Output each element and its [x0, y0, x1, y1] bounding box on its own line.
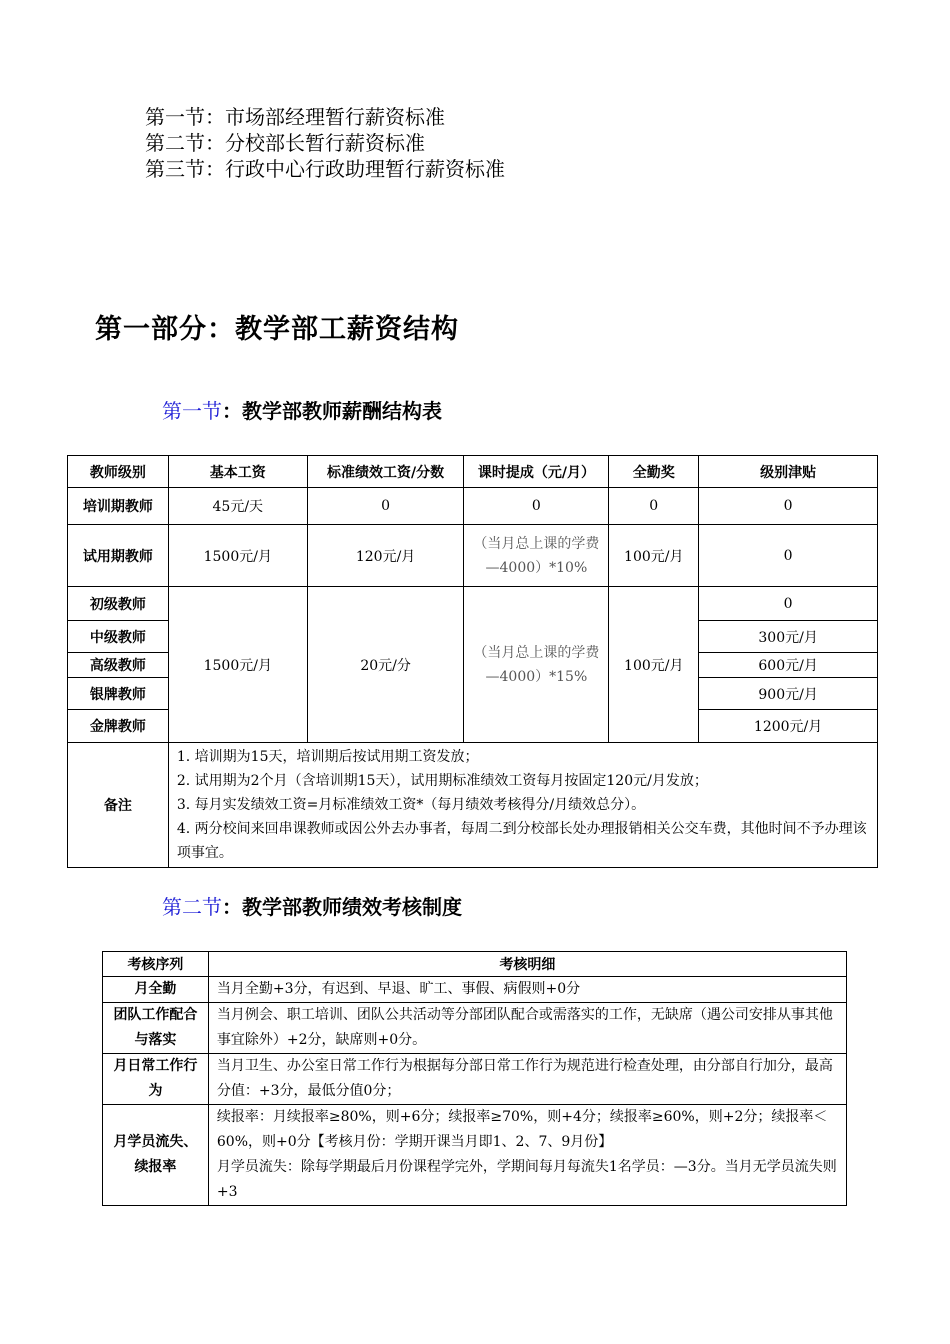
table-row	[103, 977, 847, 1003]
table-of-contents	[145, 104, 505, 182]
toc-item[interactable]: 第三节：行政中心行政助理暂行薪资标准	[145, 157, 505, 181]
table-cell: 0	[699, 587, 878, 621]
level-cell: 初级教师	[68, 587, 169, 621]
table-cell: 45元/天	[168, 488, 307, 525]
criteria-cell: 团队工作配合与落实	[103, 1003, 209, 1054]
table-cell: 120元/月	[307, 525, 464, 587]
section-1-title	[162, 395, 442, 424]
table-row	[68, 743, 878, 868]
note-line: 4. 两分校间来回串课教师或因公外去办事者，每周二到分校部长处办理报销相关公交车费，其他时间不予办理该项事宜。	[176, 821, 867, 861]
detail-line: 月学员流失：除每学期最后月份课程学完外，学期间每月每流失1名学员：—3分。当月无学员流失则+3	[216, 1159, 837, 1200]
table-cell: 300元/月	[699, 621, 878, 653]
toc-item[interactable]: 第二节：分校部长暂行薪资标准	[145, 131, 425, 155]
section-2-title	[162, 891, 462, 920]
table-cell: 1200元/月	[699, 710, 878, 743]
header-cell: 级别津贴	[699, 456, 878, 488]
note-line: 2. 试用期为2个月（含培训期15天），试用期标准绩效工资每月按固定120元/月发放；	[176, 773, 708, 789]
note-line: 1. 培训期为15天，培训期后按试用期工资发放；	[176, 749, 479, 765]
table-cell: 900元/月	[699, 678, 878, 710]
detail-cell: 当月例会、职工培训、团队公共活动等分部团队配合或需落实的工作，无缺席（遇公司安排从事其他事宜除外）+2分，缺席则+0分。	[208, 1003, 846, 1054]
table-cell: 100元/月	[609, 587, 699, 743]
level-cell: 银牌教师	[68, 678, 169, 710]
table-cell: 20元/分	[307, 587, 464, 743]
header-cell: 考核序列	[103, 952, 209, 977]
detail-cell	[208, 1105, 846, 1206]
table-cell: （当月总上课的学费—4000）*10%	[464, 525, 609, 587]
table-row	[103, 1003, 847, 1054]
criteria-cell: 月学员流失、续报率	[103, 1105, 209, 1206]
table-cell: 1500元/月	[168, 525, 307, 587]
header-cell: 全勤奖	[609, 456, 699, 488]
table-cell: 0	[307, 488, 464, 525]
table-row	[68, 587, 878, 621]
level-cell: 金牌教师	[68, 710, 169, 743]
performance-table	[102, 951, 847, 1206]
table-row	[103, 1105, 847, 1206]
header-cell: 课时提成（元/月）	[464, 456, 609, 488]
table-cell: 100元/月	[609, 525, 699, 587]
table-cell: 1500元/月	[168, 587, 307, 743]
table-row	[68, 525, 878, 587]
table-row	[68, 488, 878, 525]
header-cell: 考核明细	[208, 952, 846, 977]
note-line: 3. 每月实发绩效工资=月标准绩效工资*（每月绩效考核得分/月绩效总分）。	[176, 797, 646, 813]
criteria-cell: 月日常工作行为	[103, 1054, 209, 1105]
level-cell: 高级教师	[68, 653, 169, 678]
notes-label: 备注	[68, 743, 169, 868]
table-cell: 0	[464, 488, 609, 525]
criteria-cell: 月全勤	[103, 977, 209, 1003]
notes-cell	[168, 743, 877, 868]
level-cell: 培训期教师	[68, 488, 169, 525]
table-cell: 0	[609, 488, 699, 525]
level-cell: 中级教师	[68, 621, 169, 653]
toc-item[interactable]: 第一节：市场部经理暂行薪资标准	[145, 105, 445, 129]
section-number: 第二节	[162, 895, 222, 919]
salary-structure-table	[67, 455, 878, 868]
level-cell: 试用期教师	[68, 525, 169, 587]
section-number: 第一节	[162, 399, 222, 423]
table-row	[103, 1054, 847, 1105]
header-cell: 标准绩效工资/分数	[307, 456, 464, 488]
table-cell: 0	[699, 488, 878, 525]
detail-cell: 当月卫生、办公室日常工作行为根据每分部日常工作行为规范进行检查处理，由分部自行加分，最高分值：+3分，最低分值0分；	[208, 1054, 846, 1105]
section-heading: ：教学部教师薪酬结构表	[222, 399, 442, 423]
table-cell: （当月总上课的学费—4000）*15%	[464, 587, 609, 743]
part-title: 第一部分：教学部工薪资结构	[95, 314, 459, 345]
header-cell: 基本工资	[168, 456, 307, 488]
detail-cell: 当月全勤+3分，有迟到、早退、旷工、事假、病假则+0分	[208, 977, 846, 1003]
section-heading: ：教学部教师绩效考核制度	[222, 895, 462, 919]
table-cell: 0	[699, 525, 878, 587]
table-cell: 600元/月	[699, 653, 878, 678]
detail-line: 续报率：月续报率≥80%，则+6分；续报率≥70%，则+4分；续报率≥60%，则+2分；续报率＜60%，则+0分【考核月份：学期开课当月即1、2、7、9月份】	[216, 1109, 828, 1150]
header-cell: 教师级别	[68, 456, 169, 488]
